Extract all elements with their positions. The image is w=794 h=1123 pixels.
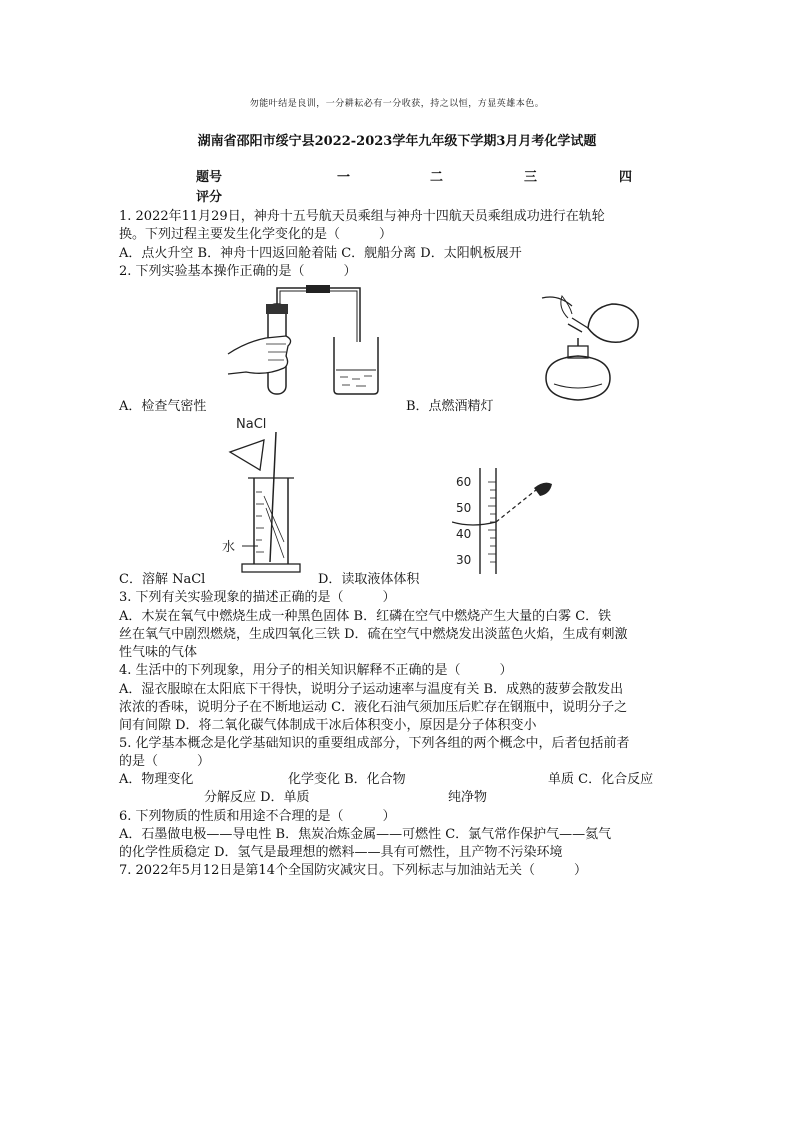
tick-50: 50 bbox=[456, 501, 472, 515]
motto: 勿能叶结是良训，一分耕耘必有一分收获，持之以恒，方显英雄本色。 bbox=[249, 99, 545, 109]
q5-line1: 5. 化学基本概念是化学基础知识的重要组成部分，下列各组的两个概念中，后者包括前者 bbox=[119, 736, 630, 751]
nacl-label: NaCl bbox=[236, 417, 267, 432]
q2-option-a: A．检查气密性 bbox=[119, 399, 207, 414]
score-col-4: 四 bbox=[619, 170, 633, 185]
figure-dissolve-nacl bbox=[220, 412, 330, 577]
score-table-header-label: 题号 bbox=[196, 170, 223, 185]
q5-line2: 的是（ ） bbox=[119, 754, 211, 769]
figure-check-airtightness bbox=[226, 282, 396, 400]
figure-alcohol-lamp bbox=[528, 288, 648, 406]
q3-line3: 性气味的气体 bbox=[119, 645, 198, 660]
score-col-1: 一 bbox=[337, 170, 351, 185]
q2-option-c: C．溶解 NaCl bbox=[119, 572, 206, 587]
q5-option-a: A．物理变化 bbox=[119, 772, 194, 787]
q3-stem: 3. 下列有关实验现象的描述正确的是（ ） bbox=[119, 590, 396, 605]
q1-options: A．点火升空 B．神舟十四返回舱着陆 C．舰船分离 D．太阳帆板展开 bbox=[119, 246, 522, 261]
q3-line1: A．木炭在氧气中燃烧生成一种黑色固体 B．红磷在空气中燃烧产生大量的白雾 C．铁 bbox=[119, 609, 612, 624]
q7-stem: 7. 2022年5月12日是第14个全国防灾减灾日。下列标志与加油站无关（ ） bbox=[119, 863, 587, 878]
figure-read-volume bbox=[452, 466, 562, 576]
q2-option-b: B．点燃酒精灯 bbox=[406, 399, 494, 414]
q2-stem: 2. 下列实验基本操作正确的是（ ） bbox=[119, 264, 357, 279]
q5-option-d2: 纯净物 bbox=[448, 790, 488, 805]
q4-line2: 浓浓的香味，说明分子在不断地运动 C．液化石油气须加压后贮存在钢瓶中，说明分子之 bbox=[119, 700, 628, 715]
q5-option-b2-c: 单质 C．化合反应 bbox=[548, 772, 654, 787]
q4-line1: A．湿衣服晾在太阳底下干得快，说明分子运动速率与温度有关 B．成熟的菠萝会散发出 bbox=[119, 682, 624, 697]
q4-line3: 间有间隙 D．将二氧化碳气体制成干冰后体积变小，原因是分子体积变小 bbox=[119, 718, 537, 733]
q2-option-d: D．读取液体体积 bbox=[318, 572, 420, 587]
score-col-2: 二 bbox=[430, 170, 444, 185]
q1-line2: 换。下列过程主要发生化学变化的是（ ） bbox=[119, 227, 393, 242]
tick-60: 60 bbox=[456, 475, 472, 489]
q3-line2: 丝在氧气中剧烈燃烧，生成四氧化三铁 D．硫在空气中燃烧发出淡蓝色火焰，生成有刺激 bbox=[119, 627, 628, 642]
q5-option-c2-d: 分解反应 D．单质 bbox=[204, 790, 310, 805]
q6-line1: A．石墨做电极——导电性 B．焦炭冶炼金属——可燃性 C．氯气常作保护气——氦气 bbox=[119, 827, 612, 842]
score-col-3: 三 bbox=[524, 170, 538, 185]
q4-stem: 4. 生活中的下列现象，用分子的相关知识解释不正确的是（ ） bbox=[119, 663, 513, 678]
q6-stem: 6. 下列物质的性质和用途不合理的是（ ） bbox=[119, 809, 396, 824]
page-title: 湖南省邵阳市绥宁县2022-2023学年九年级下学期3月月考化学试题 bbox=[197, 134, 597, 149]
tick-40: 40 bbox=[456, 527, 472, 541]
q1-line1: 1. 2022年11月29日，神舟十五号航天员乘组与神舟十四航天员乘组成功进行在轨轮 bbox=[119, 209, 605, 224]
tick-30: 30 bbox=[456, 553, 472, 567]
q6-line2: 的化学性质稳定 D．氢气是最理想的燃料——具有可燃性，且产物不污染环境 bbox=[119, 845, 563, 860]
q5-option-a2-b: 化学变化 B．化合物 bbox=[288, 772, 406, 787]
water-label: 水 bbox=[222, 540, 236, 555]
score-row-label: 评分 bbox=[196, 190, 223, 205]
